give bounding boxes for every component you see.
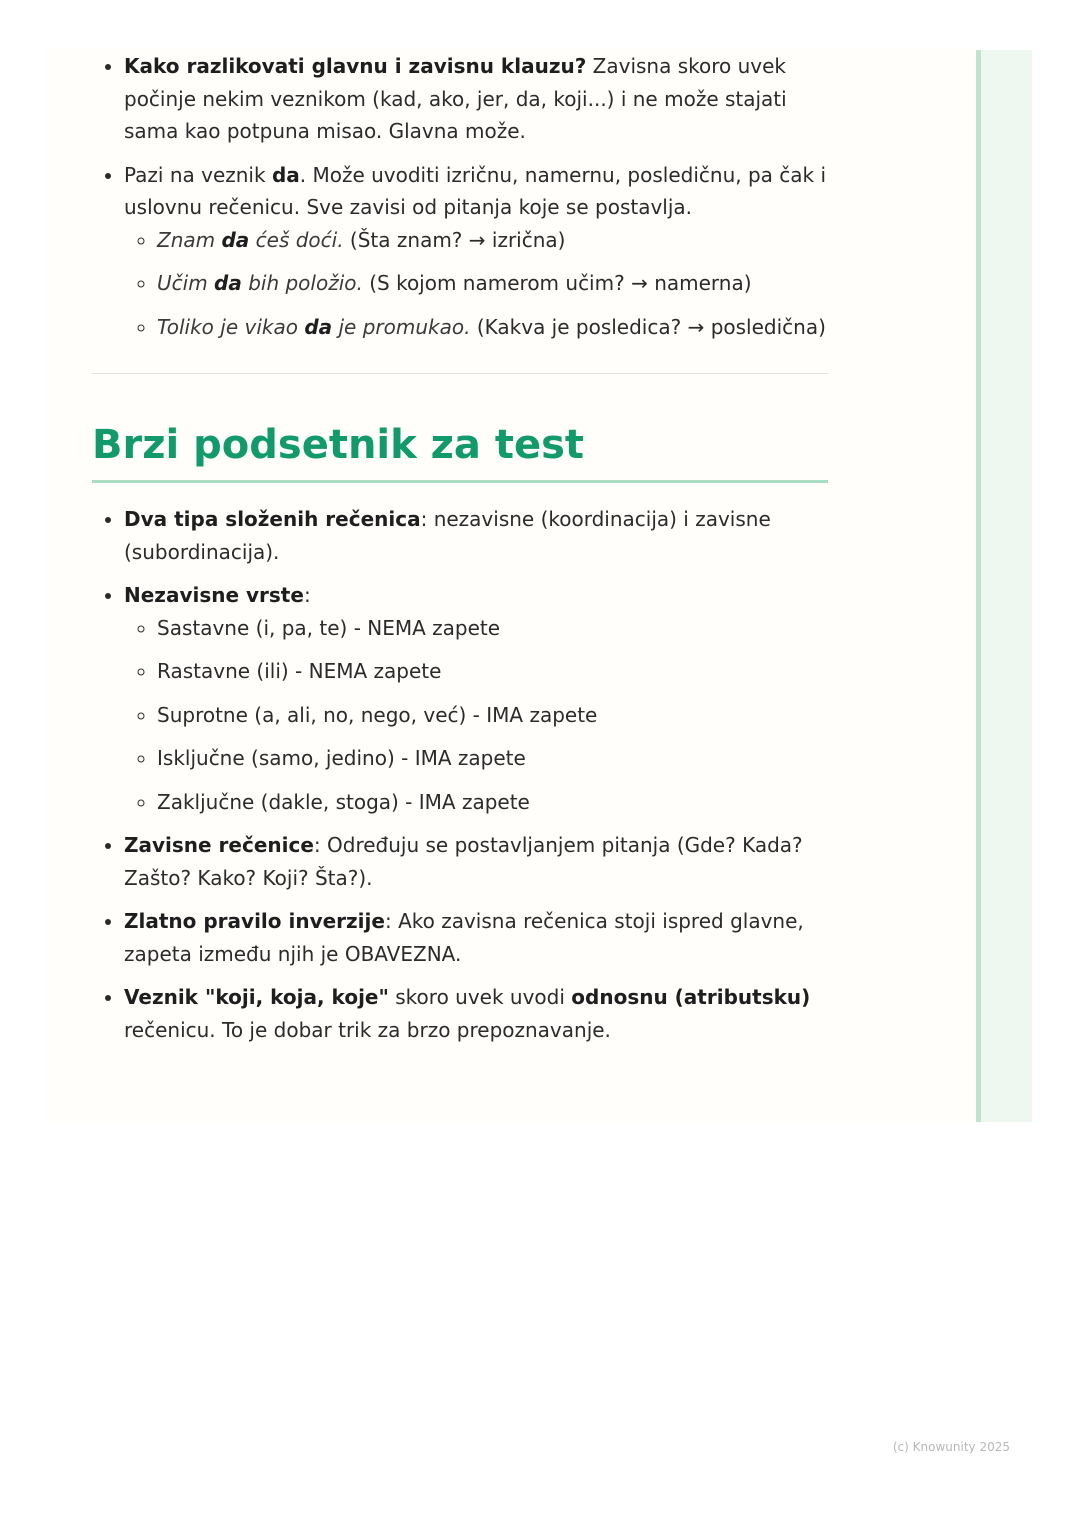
item-text: Zavisna skoro uvek počinje nekim veznikom (kad, ako, jer, da, koji...) i ne može stajati sama kao potpuna misao. Glavna može.	[124, 54, 787, 143]
item-text: . Može uvoditi izričnu, namernu, posledičnu, pa čak i uslovnu rečenicu. Sve zavisi od pitanja koje se postavlja.	[124, 162, 827, 219]
item-bold: odnosnu (atributsku)	[571, 985, 811, 1009]
item-text: : Određuju se postavljanjem pitanja (Gde? Kada? Zašto? Kako? Koji? Šta?).	[124, 833, 803, 890]
item-text: Pazi na veznik	[124, 162, 272, 187]
list-item	[124, 905, 828, 970]
side-panel	[976, 50, 1032, 1122]
list-item	[124, 829, 828, 894]
example-bold: da	[304, 314, 333, 339]
example-item	[157, 267, 828, 300]
example-italic: Toliko je vikao	[157, 314, 305, 339]
example-bold: da	[221, 227, 250, 252]
example-item	[157, 224, 828, 257]
example-italic: bih položio.	[241, 271, 363, 295]
example-italic: Učim	[157, 271, 215, 295]
example-italic: ćeš doći.	[249, 227, 344, 252]
item-bold: Dva tipa složenih rečenica	[124, 507, 421, 531]
item-text: :	[303, 583, 311, 607]
item-text: skoro uvek uvodi	[388, 985, 572, 1009]
example-note: (S kojom namerom učim? → namerna)	[362, 271, 752, 295]
type-item: ◦ Rastavne (ili) - NEMA zapete	[157, 655, 828, 688]
item-bold: Kako razlikovati glavnu i zavisnu klauzu?	[124, 54, 587, 78]
example-note: (Kakva je posledica? → posledična)	[470, 314, 826, 339]
item-bold: Zavisne rečenice	[124, 833, 314, 857]
example-bold: da	[214, 271, 242, 295]
item-bold: Veznik "koji, koja, koje"	[124, 985, 389, 1009]
item-bold: da	[271, 162, 300, 187]
section-heading: Brzi podsetnik za test	[92, 420, 828, 483]
types-list	[124, 612, 828, 819]
example-italic: Znam	[157, 227, 222, 252]
example-note: (Šta znam? → izrična)	[343, 227, 566, 252]
list-item	[124, 159, 828, 344]
examples-list	[124, 224, 828, 344]
example-italic: je promukao.	[332, 314, 471, 339]
list-item	[124, 579, 828, 818]
list-item	[124, 981, 828, 1046]
type-item: ◦ Zaključne (dakle, stoga) - IMA zapete	[157, 786, 828, 819]
type-item: ◦ Suprotne (a, ali, no, nego, već) - IMA zapete	[157, 699, 828, 732]
tips-list	[92, 50, 828, 343]
item-text: rečenicu. To je dobar trik za brzo prepoznavanje.	[124, 1017, 611, 1042]
item-text: : nezavisne (koordinacija) i zavisne (subordinacija).	[124, 507, 771, 564]
type-item: ◦ Sastavne (i, pa, te) - NEMA zapete	[157, 612, 828, 645]
list-item	[124, 503, 828, 568]
example-item	[157, 311, 828, 344]
type-item: ◦ Isključne (samo, jedino) - IMA zapete	[157, 742, 828, 775]
item-bold: Nezavisne vrste	[124, 583, 304, 607]
item-bold: Zlatno pravilo inverzije	[124, 909, 385, 933]
list-item	[124, 50, 828, 148]
summary-list	[92, 503, 828, 1046]
document-content	[92, 50, 828, 1057]
section-divider	[92, 373, 828, 374]
copyright-footer: (c) Knowunity 2025	[892, 1440, 1010, 1454]
item-text: : Ako zavisna rečenica stoji ispred glavne, zapeta između njih je OBAVEZNA.	[124, 909, 804, 966]
